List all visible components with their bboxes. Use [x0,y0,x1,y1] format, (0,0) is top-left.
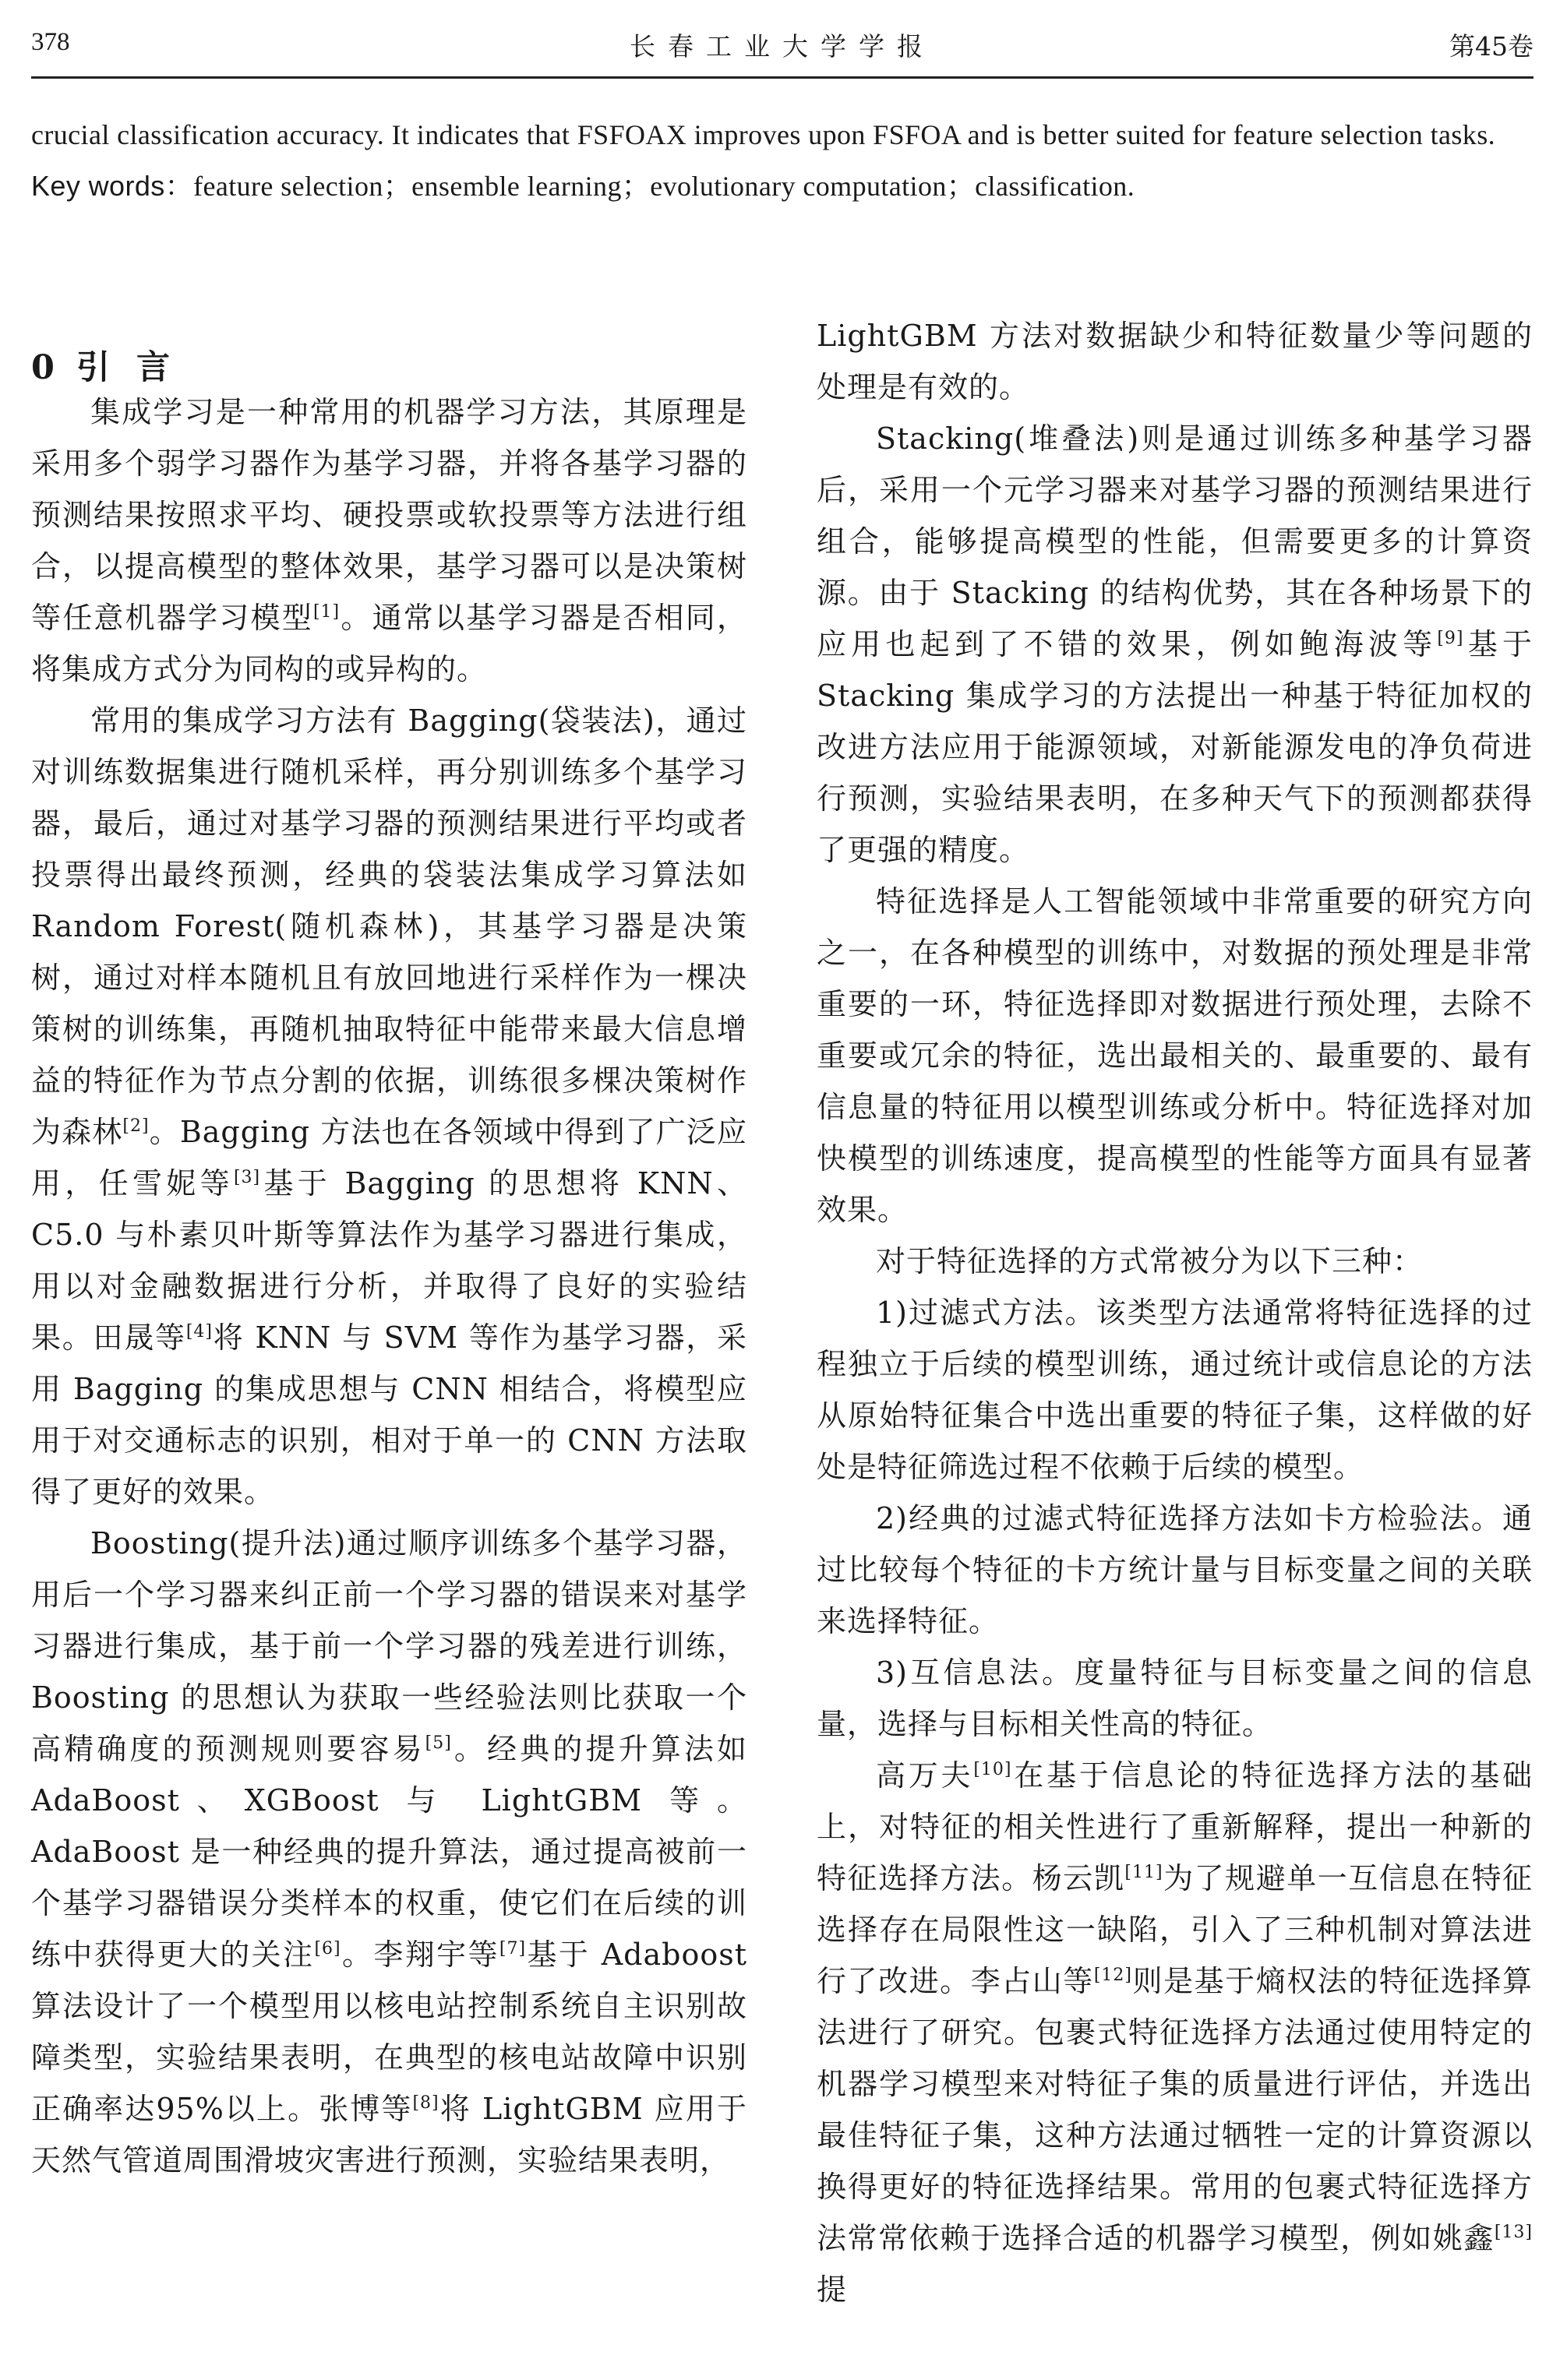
keywords-label: Key words [31,170,165,202]
right-column-body [817,310,1533,2315]
text-run: 基于 Bagging 的思想将 KNN、C5.0 与朴素贝叶斯等算法作为基学习器进行集成，用以对金融数据进行分析，并取得了良好的实验结果。田晟等 [31,1166,747,1355]
text-run: 2)经典的过滤式特征选择方法如卡方检验法。通过比较每个特征的卡方统计量与目标变量之间的关联来选择特征。 [817,1501,1533,1638]
text-run: Boosting(提升法)通过顺序训练多个基学习器，用后一个学习器来纠正前一个学习器的错误来对基学习器进行集成，基于前一个学习器的残差进行训练，Boosting 的思想认为获取一些经验法则比获取一个高精确度的预测规则要容易 [31,1526,747,1766]
citation-marker: [11] [1124,1863,1163,1882]
citation-marker: [12] [1093,1966,1132,1985]
section-title: 引言 [76,348,196,387]
keywords-separator: ： [164,171,194,202]
text-run: 为了规避单一互信息在特征选择存在局限性这一缺陷，引入了三种机制对算法进行了改进。李占山等 [817,1861,1533,1998]
paragraph [31,695,747,1518]
left-column [31,310,747,2186]
citation-marker: [2] [122,1116,150,1136]
citation-marker: [5] [425,1733,452,1753]
text-run: 。经典的提升算法如 AdaBoost、XGBoost 与 LightGBM 等。AdaBoost 是一种经典的提升算法，通过提高被前一个基学习器错误分类样本的权重，使它们在后续的训练中获得更大的关注 [31,1732,747,1972]
continued-paragraph [817,310,1533,413]
citation-marker: [1] [312,602,341,622]
text-run: 。Bagging 方法也在各领域中得到了广泛应用，任雪妮等 [31,1115,747,1201]
text-run: LightGBM 方法对数据缺少和特征数量少等问题的处理是有效的。 [817,319,1533,404]
citation-marker: [8] [412,2093,439,2113]
paragraph [817,413,1533,876]
paragraph [817,1647,1533,1750]
citation-marker: [7] [499,1939,527,1959]
keywords-line [31,160,1534,212]
text-run: 集成学习是一种常用的机器学习方法，其原理是采用多个弱学习器作为基学习器，并将各基学习器的预测结果按照求平均、硬投票或软投票等方法进行组合，以提高模型的整体效果，基学习器可以是决策树等任意机器学习模型 [31,395,747,635]
text-run: 特征选择是人工智能领域中非常重要的研究方向之一，在各种模型的训练中，对数据的预处理是非常重要的一环，特征选择即对数据进行预处理，去除不重要或冗余的特征，选出最相关的、最重要的、最有信息量的特征用以模型训练或分析中。特征选择对加快模型的训练速度，提高模型的性能等方面具有显著效果。 [817,884,1533,1227]
citation-marker: [3] [233,1168,261,1187]
text-run: 3)互信息法。度量特征与目标变量之间的信息量，选择与目标相关性高的特征。 [817,1655,1533,1741]
text-run: 基于 Stacking 集成学习的方法提出一种基于特征加权的改进方法应用于能源领域，对新能源发电的净负荷进行预测，实验结果表明，在多种天气下的预测都获得了更强的精度。 [817,627,1533,867]
running-header [31,22,1534,79]
text-run: 基于 Adaboost 算法设计了一个模型用以核电站控制系统自主识别故障类型，实验结果表明，在典型的核电站故障中识别正确率达95%以上。张博等 [31,1937,747,2126]
paragraph [31,1518,747,2186]
text-run: Stacking(堆叠法)则是通过训练多种基学习器后，采用一个元学习器来对基学习器的预测结果进行组合，能够提高模型的性能，但需要更多的计算资源。由于 Stacking 的结构优势，其在各种场景下的应用也起到了不错的效果，例如鲍海波等 [817,421,1533,661]
citation-marker: [13] [1494,2223,1533,2242]
text-run: 提 [817,2272,848,2307]
text-run: 常用的集成学习方法有 Bagging(袋装法)，通过对训练数据集进行随机采样，再分别训练多个基学习器，最后，通过对基学习器的预测结果进行平均或者投票得出最终预测，经典的袋装法集成学习算法如 Random Forest(随机森林)，其基学习器是决策树，通过对样本随机且有放回地进行采样作为一棵决策树的训练集，再随机抽取特征中能带来最大信息增益的特征作为节点分割的依据，训练很多棵决策树作为森林 [31,703,747,1149]
english-abstract [31,109,1534,212]
citation-marker: [10] [973,1760,1012,1779]
text-run: 。李翔宇等 [341,1937,499,1972]
citation-marker: [9] [1437,629,1464,648]
text-run: 1)过滤式方法。该类型方法通常将特征选择的过程独立于后续的模型训练，通过统计或信息论的方法从原始特征集合中选出重要的特征子集，这样做的好处是特征筛选过程不依赖于后续的模型。 [817,1296,1533,1484]
text-run: 对于特征选择的方式常被分为以下三种： [876,1244,1424,1278]
paragraph [817,1750,1533,2315]
section-heading [31,310,747,386]
text-run: 。通常以基学习器是否相同，将集成方式分为同构的或异构的。 [31,601,747,686]
paragraph [817,1493,1533,1647]
abstract-tail: crucial classification accuracy. It indicates that FSFOAX improves upon FSFOA and is better suited for feature selection tasks. [31,119,1496,150]
page-number: 378 [31,28,70,56]
journal-title: 长春工业大学学报 [630,31,935,62]
left-column-body [31,386,747,2186]
text-run: 将 LightGBM 应用于天然气管道周围滑坡灾害进行预测，实验结果表明， [31,2092,747,2177]
text-run: 则是基于熵权法的特征选择算法进行了研究。包裹式特征选择方法通过使用特定的机器学习模型来对特征子集的质量进行评估，并选出最佳特征子集，这种方法通过牺牲一定的计算资源以换得更好的特征选择结果。常用的包裹式特征选择方法常常依赖于选择合适的机器学习模型，例如姚鑫 [817,1964,1533,2255]
text-run: 在基于信息论的特征选择方法的基础上，对特征的相关性进行了重新解释，提出一种新的特征选择方法。杨云凯 [817,1758,1533,1895]
text-run: 高万夫 [876,1758,974,1793]
citation-marker: [4] [185,1322,213,1342]
citation-marker: [6] [314,1939,341,1959]
paragraph [817,1236,1533,1287]
paragraph [31,386,747,695]
section-number: 0 [31,348,56,387]
right-column [817,310,1533,2315]
paragraph [817,1287,1533,1493]
volume-label: 第45卷 [1449,31,1534,62]
keywords-text: feature selection；ensemble learning；evolutionary computation；classification. [193,171,1135,202]
paragraph [817,876,1533,1236]
text-run: 将 KNN 与 SVM 等作为基学习器，采用 Bagging 的集成思想与 CNN 相结合，将模型应用于对交通标志的识别，相对于单一的 CNN 方法取得了更好的效果。 [31,1320,747,1509]
